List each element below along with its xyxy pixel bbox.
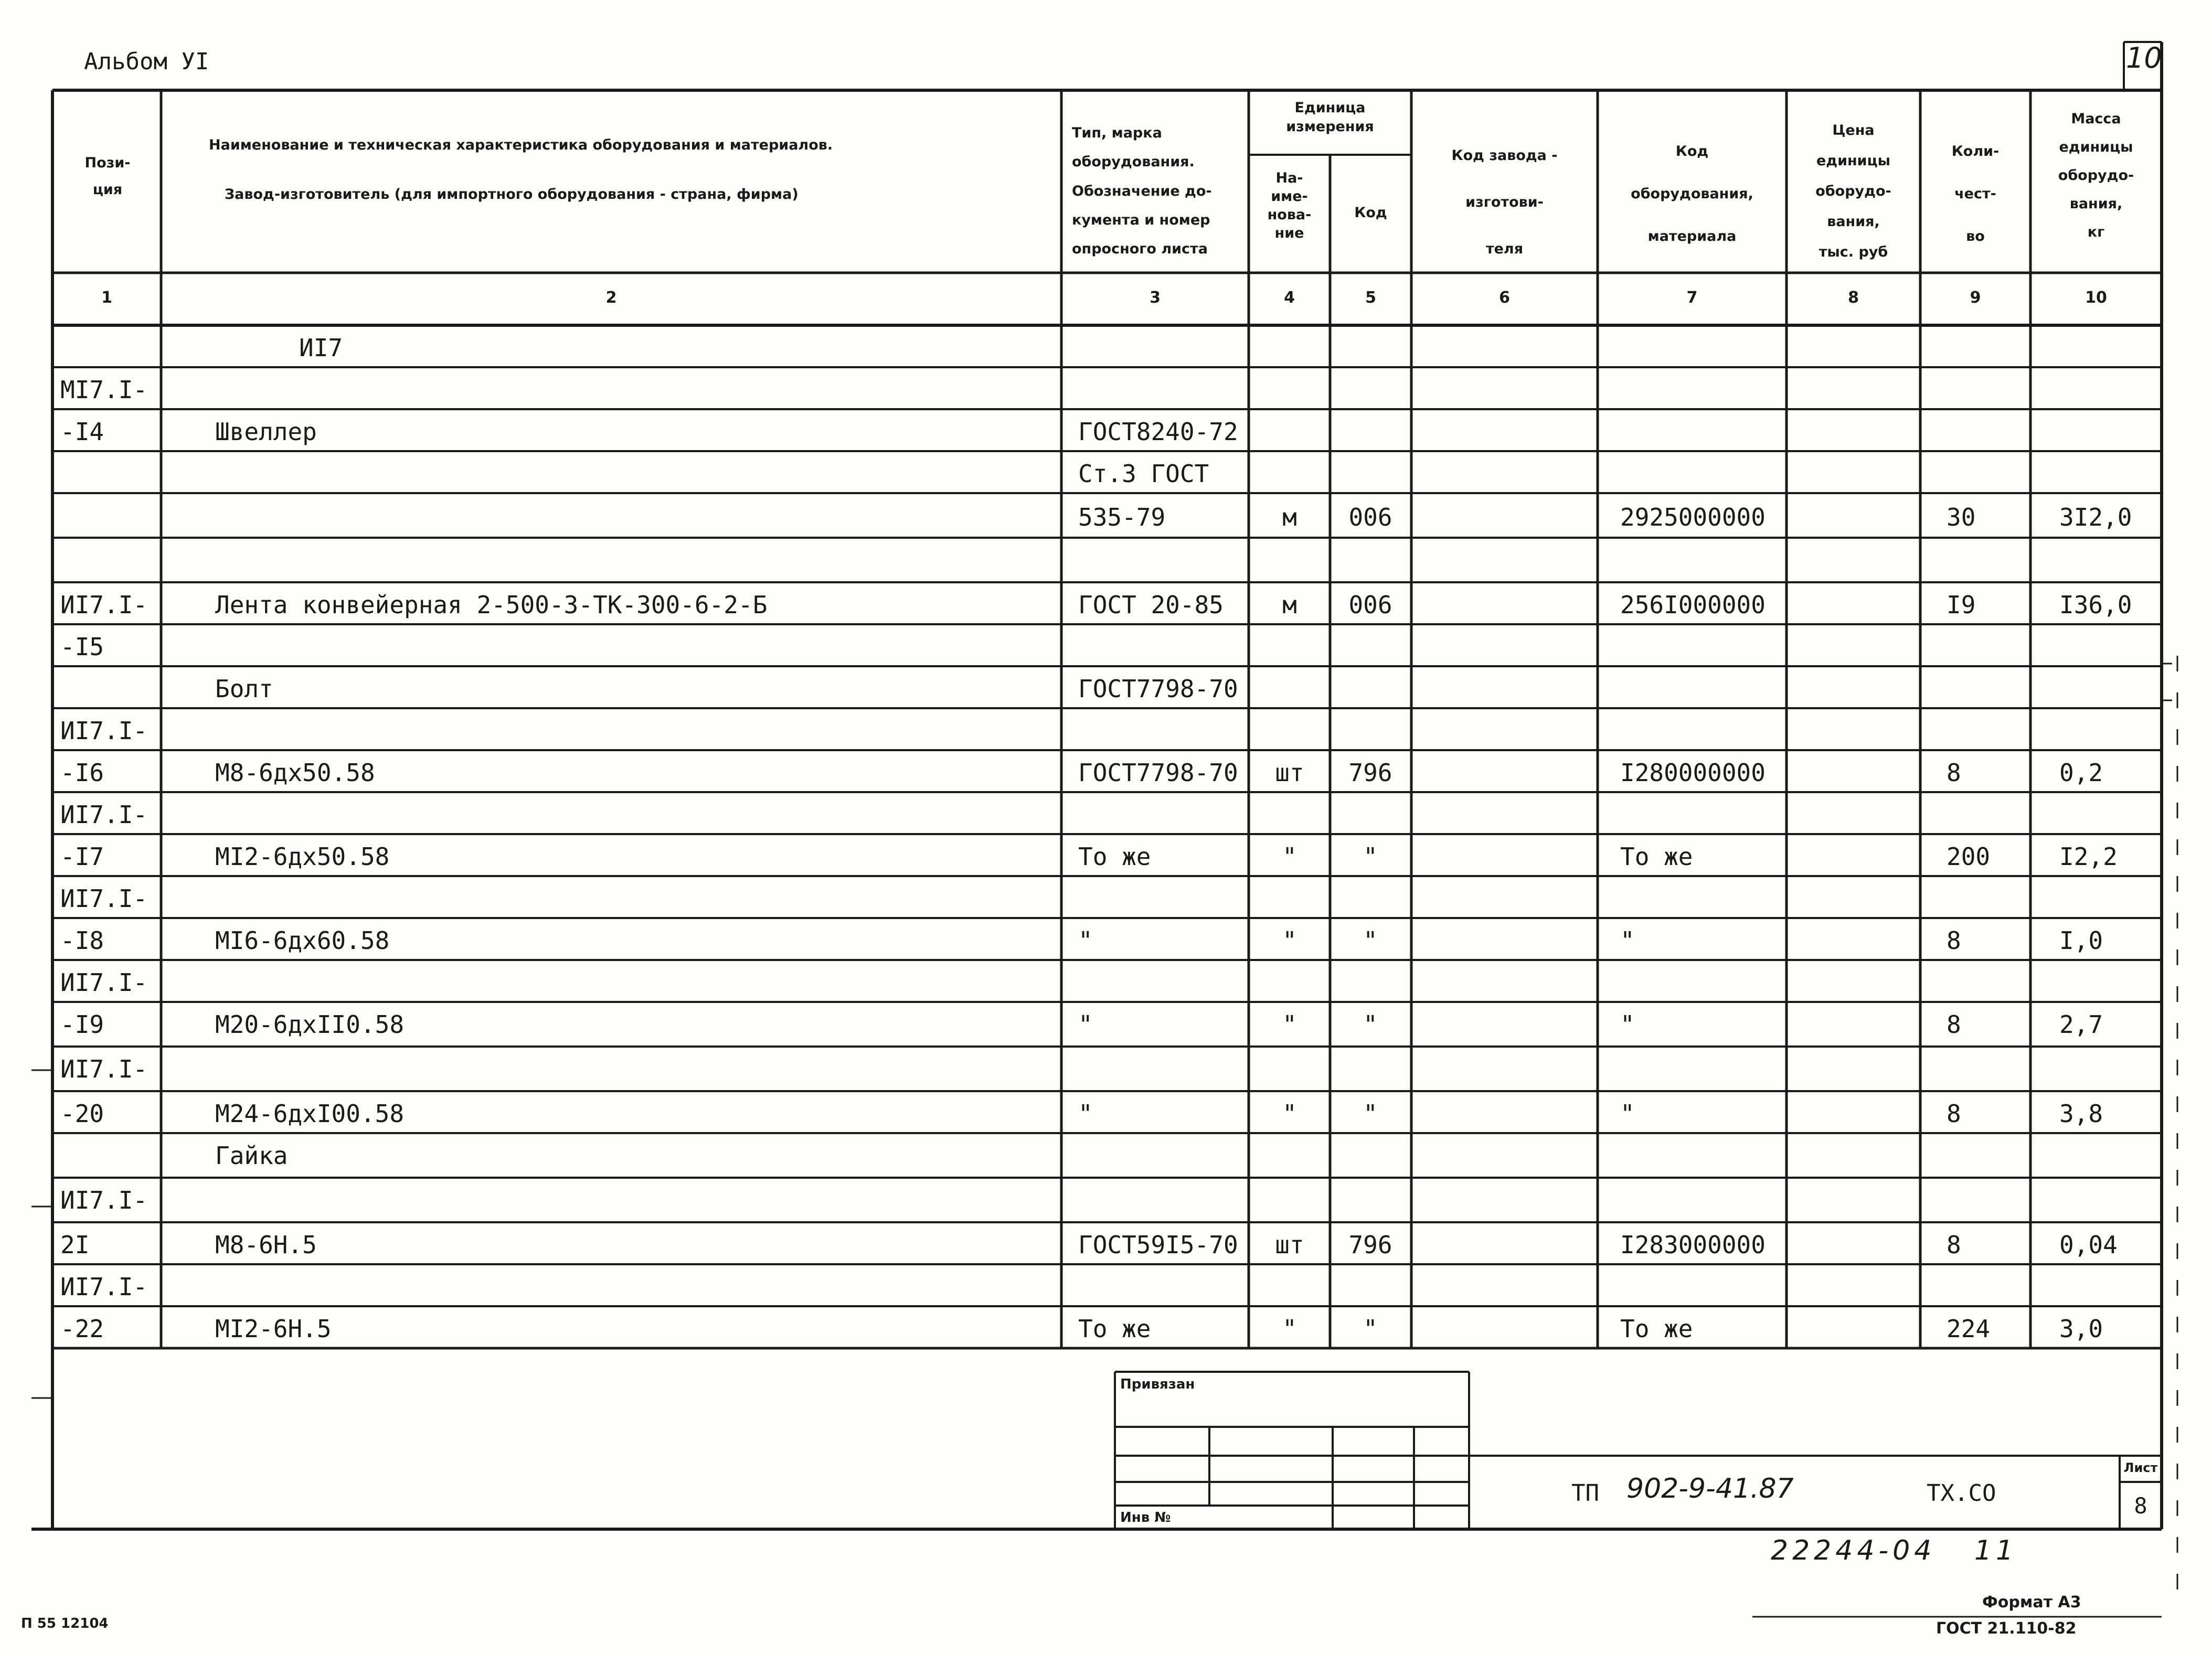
cell-name: МI2-6дх50.58 <box>215 842 390 871</box>
cell-position: -20 <box>60 1100 104 1128</box>
cell-unit-name: шт <box>1275 1231 1304 1259</box>
cell-type: 535-79 <box>1078 503 1166 531</box>
column-number: 9 <box>1970 289 1981 307</box>
header-factory-code: Код завода - изготови- теля <box>1451 147 1558 258</box>
cell-unit-code: " <box>1363 1315 1378 1343</box>
header-name-line2: Завод-изготовитель (для импортного оборудования - страна, фирма) <box>225 186 799 202</box>
cell-position: ИI7.I- <box>60 717 148 745</box>
cell-position: ИI7.I- <box>60 1186 148 1214</box>
header-position: Пози- ция <box>84 155 131 198</box>
cell-name: Лента конвейерная 2-500-3-ТК-300-6-2-Б <box>215 591 768 619</box>
header-quantity: Коли- чест- во <box>1951 143 2000 244</box>
cell-mass: 0,2 <box>2059 759 2103 787</box>
cell-type: То же <box>1078 1315 1151 1343</box>
header-unit-code: Код <box>1354 205 1387 221</box>
cell-name: МI6-6дх60.58 <box>215 926 390 955</box>
cell-quantity: 8 <box>1947 759 1961 787</box>
cell-quantity: 30 <box>1947 503 1976 531</box>
cell-unit-code: " <box>1363 1100 1378 1128</box>
cell-name: Болт <box>215 675 273 703</box>
cell-position: MI7.I- <box>60 376 148 404</box>
cell-unit-name: " <box>1282 1010 1297 1039</box>
cell-name: М8-6дх50.58 <box>215 759 375 787</box>
handwritten-number: 22244-04 11 <box>1771 1535 2018 1566</box>
cell-type: ГОСТ 20-85 <box>1078 591 1224 619</box>
column-number: 6 <box>1499 289 1510 307</box>
cell-quantity: 224 <box>1947 1315 1991 1343</box>
doc-section: ТХ.СО <box>1927 1480 1996 1507</box>
cell-mass: 3,8 <box>2059 1100 2103 1128</box>
cell-position: ИI7.I- <box>60 1055 148 1083</box>
cell-type: ГОСТ7798-70 <box>1078 759 1238 787</box>
cell-unit-name: " <box>1282 926 1297 955</box>
header-unit: Единица измерения <box>1286 100 1374 135</box>
column-number: 7 <box>1686 289 1698 307</box>
cell-quantity: 8 <box>1947 1100 1961 1128</box>
cell-unit-code: " <box>1363 1010 1378 1039</box>
cell-type: То же <box>1078 842 1151 871</box>
cell-equipment-code: " <box>1620 1010 1635 1039</box>
cell-position: ИI7.I- <box>60 801 148 829</box>
cell-type: " <box>1078 1100 1093 1128</box>
cell-equipment-code: То же <box>1620 842 1693 871</box>
cell-name: М20-6дхII0.58 <box>215 1010 405 1039</box>
cell-unit-name: м <box>1282 591 1297 619</box>
column-number: 2 <box>605 289 617 307</box>
cell-name: М8-6Н.5 <box>215 1231 317 1259</box>
stamp-inventory: Инв № <box>1120 1510 1171 1525</box>
cell-unit-name: " <box>1282 1315 1297 1343</box>
cell-position: ИI7.I- <box>60 1273 148 1301</box>
format-label: Формат А3 <box>1982 1593 2081 1612</box>
cell-position: ИI7.I- <box>60 884 148 913</box>
cell-unit-code: " <box>1363 842 1378 871</box>
cell-unit-code: 796 <box>1348 759 1392 787</box>
cell-equipment-code: 256I000000 <box>1620 591 1766 619</box>
sheet-label: Лист <box>2123 1460 2158 1475</box>
cell-quantity: 8 <box>1947 1010 1961 1039</box>
cell-equipment-code: 2925000000 <box>1620 503 1766 531</box>
cell-type: " <box>1078 926 1093 955</box>
cell-position: -I9 <box>60 1010 104 1039</box>
cell-position: -I7 <box>60 842 104 871</box>
cell-unit-name: " <box>1282 1100 1297 1128</box>
cell-unit-name: м <box>1282 503 1297 531</box>
stamp-privyazan: Привязан <box>1120 1376 1195 1392</box>
cell-position: 2I <box>60 1231 90 1259</box>
cell-mass: 0,04 <box>2059 1231 2118 1259</box>
cell-mass: 2,7 <box>2059 1010 2103 1039</box>
header-name-line1: Наименование и техническая характеристика оборудования и материалов. <box>209 137 833 153</box>
cell-mass: 3I2,0 <box>2059 503 2132 531</box>
cell-name: ИI7 <box>299 334 343 362</box>
cell-position: -I8 <box>60 926 104 955</box>
sheet-number: 8 <box>2134 1493 2147 1519</box>
cell-quantity: 200 <box>1947 842 1991 871</box>
column-number: 3 <box>1150 289 1161 307</box>
cell-name: МI2-6Н.5 <box>215 1315 332 1343</box>
cell-name: Гайка <box>215 1141 288 1170</box>
cell-position: -I4 <box>60 418 104 446</box>
column-number: 1 <box>101 289 112 307</box>
column-number: 10 <box>2085 289 2107 307</box>
cell-position: -22 <box>60 1315 104 1343</box>
header-unit-name: На- име- нова- ние <box>1267 170 1312 242</box>
cell-unit-name: шт <box>1275 759 1304 787</box>
cell-equipment-code: То же <box>1620 1315 1693 1343</box>
cell-mass: I36,0 <box>2059 591 2132 619</box>
cell-mass: I2,2 <box>2059 842 2118 871</box>
cell-unit-code: 006 <box>1348 503 1392 531</box>
header-type: Тип, марка оборудования. Обозначение до- кумента и номер опросного листа <box>1072 125 1212 258</box>
cell-equipment-code: " <box>1620 926 1635 955</box>
header-equipment-code: Код оборудования, материала <box>1631 143 1753 244</box>
cell-name: М24-6дхI00.58 <box>215 1100 405 1128</box>
cell-type: ГОСТ8240-72 <box>1078 418 1238 446</box>
cell-name: Швеллер <box>215 418 317 446</box>
cell-unit-name: " <box>1282 842 1297 871</box>
column-number: 5 <box>1365 289 1376 307</box>
cell-type: " <box>1078 1010 1093 1039</box>
cell-position: ИI7.I- <box>60 591 148 619</box>
cell-unit-code: " <box>1363 926 1378 955</box>
cell-position: -I5 <box>60 633 104 661</box>
cell-position: ИI7.I- <box>60 968 148 997</box>
cell-quantity: 8 <box>1947 1231 1961 1259</box>
cell-type: ГОСТ59I5-70 <box>1078 1231 1238 1259</box>
cell-equipment-code: I280000000 <box>1620 759 1766 787</box>
page-number: 10 <box>2126 41 2162 74</box>
header-mass: Масса единицы оборудо- вания, кг <box>2058 111 2134 240</box>
cell-type: Ст.3 ГОСТ <box>1078 460 1209 488</box>
doc-code: 902-9-41.87 <box>1626 1473 1794 1504</box>
cell-unit-code: 796 <box>1348 1231 1392 1259</box>
cell-position: -I6 <box>60 759 104 787</box>
header-price: Цена единицы оборудо- вания, тыс. руб <box>1815 122 1891 261</box>
cell-unit-code: 006 <box>1348 591 1392 619</box>
album-title: Альбом УI <box>84 48 209 75</box>
doc-code-prefix: ТП <box>1571 1480 1599 1507</box>
column-number: 4 <box>1284 289 1295 307</box>
gost-label: ГОСТ 21.110-82 <box>1936 1619 2077 1638</box>
cell-equipment-code: I283000000 <box>1620 1231 1766 1259</box>
cell-mass: I,0 <box>2059 926 2103 955</box>
cell-quantity: I9 <box>1947 591 1976 619</box>
print-code: П 55 12104 <box>21 1616 109 1631</box>
cell-mass: 3,0 <box>2059 1315 2103 1343</box>
column-number: 8 <box>1848 289 1859 307</box>
cell-type: ГОСТ7798-70 <box>1078 675 1238 703</box>
cell-quantity: 8 <box>1947 926 1961 955</box>
cell-equipment-code: " <box>1620 1100 1635 1128</box>
